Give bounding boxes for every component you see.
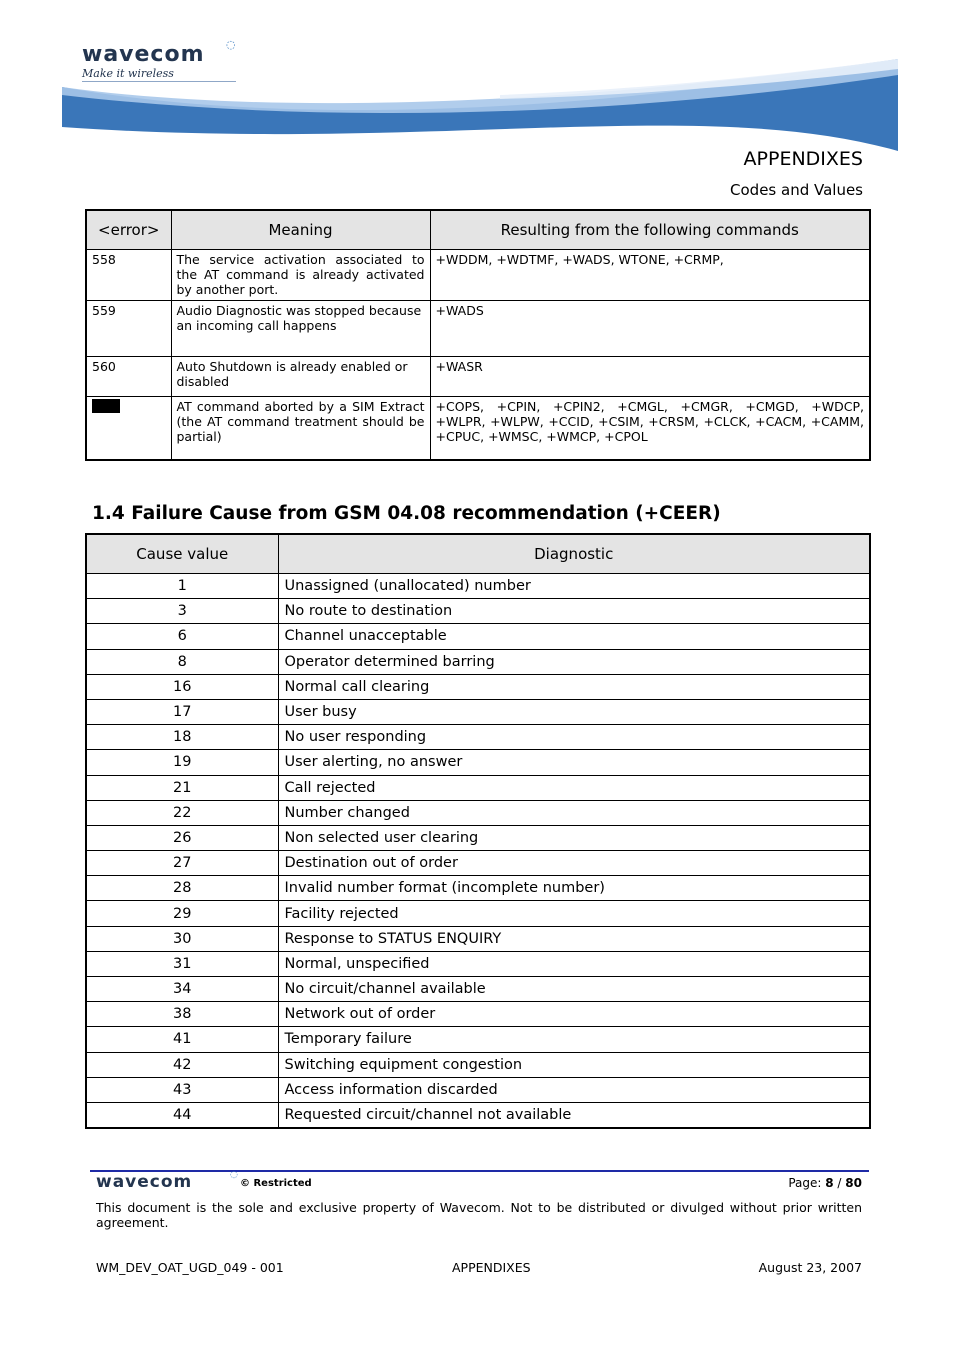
cause-value: 19 xyxy=(86,750,278,775)
cause-diagnostic: No route to destination xyxy=(278,599,870,624)
cause-value: 44 xyxy=(86,1102,278,1128)
footer-rule xyxy=(90,1170,869,1172)
cause-diagnostic: Requested circuit/channel not available xyxy=(278,1102,870,1128)
page-current: 8 xyxy=(825,1176,834,1190)
page-separator: / xyxy=(837,1176,842,1190)
footer-restricted: © Restricted xyxy=(240,1178,312,1189)
cause-value: 6 xyxy=(86,624,278,649)
cause-diagnostic: Operator determined barring xyxy=(278,649,870,674)
cause-value: 28 xyxy=(86,876,278,901)
error-commands: +WASR xyxy=(430,357,870,397)
error-commands: +COPS, +CPIN, +CPIN2, +CMGL, +CMGR, +CMGD, +WDCP, +WLPR, +WLPW, +CCID, +CSIM, +CRSM, +CLCK, +CACM, +CAMM, +CPUC, +WMSC, +WMCP, +CPOL xyxy=(430,397,870,460)
cause-value: 31 xyxy=(86,951,278,976)
table-row xyxy=(86,951,870,976)
error-commands: +WDDM, +WDTMF, +WADS, WTONE, +CRMP, xyxy=(430,250,870,301)
table-row xyxy=(86,674,870,699)
column-header-diagnostic: Diagnostic xyxy=(278,534,870,574)
ceer-cause-table xyxy=(85,533,871,1129)
table-row xyxy=(86,1077,870,1102)
cause-diagnostic: Switching equipment congestion xyxy=(278,1052,870,1077)
footer-date: August 23, 2007 xyxy=(758,1260,862,1275)
error-codes-table xyxy=(85,209,871,461)
cause-value: 29 xyxy=(86,901,278,926)
cause-diagnostic: Number changed xyxy=(278,800,870,825)
table-row xyxy=(86,1027,870,1052)
cause-value: 1 xyxy=(86,574,278,599)
error-meaning: AT command aborted by a SIM Extract (the AT command treatment should be partial) xyxy=(171,397,430,460)
table-row xyxy=(86,977,870,1002)
column-header-meaning: Meaning xyxy=(171,210,430,250)
table-row xyxy=(86,599,870,624)
table-row xyxy=(86,876,870,901)
ceer-table-body xyxy=(86,574,870,1129)
footer-logo-swirl-icon: ◌ xyxy=(230,1170,238,1180)
table-header-row xyxy=(86,210,870,250)
cause-diagnostic: Non selected user clearing xyxy=(278,825,870,850)
page-total: 80 xyxy=(845,1176,862,1190)
table-row xyxy=(86,775,870,800)
footer-section: APPENDIXES xyxy=(452,1260,531,1275)
table-row xyxy=(86,1102,870,1128)
footer-page-number xyxy=(788,1176,862,1190)
error-code: 560 xyxy=(86,357,171,397)
header-subtitle: Codes and Values xyxy=(730,181,863,199)
cause-value: 22 xyxy=(86,800,278,825)
table-row xyxy=(86,250,870,301)
cause-diagnostic: User busy xyxy=(278,699,870,724)
cause-diagnostic: Network out of order xyxy=(278,1002,870,1027)
cause-value: 17 xyxy=(86,699,278,724)
table-row xyxy=(86,825,870,850)
cause-diagnostic: Normal call clearing xyxy=(278,674,870,699)
cause-diagnostic: Response to STATUS ENQUIRY xyxy=(278,926,870,951)
cause-value: 21 xyxy=(86,775,278,800)
table-row xyxy=(86,800,870,825)
cause-value: 38 xyxy=(86,1002,278,1027)
error-meaning: The service activation associated to the AT command is already activated by another port. xyxy=(171,250,430,301)
error-commands: +WADS xyxy=(430,301,870,357)
table-row xyxy=(86,851,870,876)
cause-diagnostic: No circuit/channel available xyxy=(278,977,870,1002)
footer-logo: wavecom xyxy=(96,1172,193,1192)
section-heading: 1.4 Failure Cause from GSM 04.08 recommendation (+CEER) xyxy=(92,503,721,524)
error-code-redacted xyxy=(86,397,171,460)
logo-wordmark: wavecom xyxy=(82,42,205,67)
cause-value: 3 xyxy=(86,599,278,624)
table-row xyxy=(86,301,870,357)
column-header-commands: Resulting from the following commands xyxy=(430,210,870,250)
cause-diagnostic: Destination out of order xyxy=(278,851,870,876)
table-row xyxy=(86,574,870,599)
cause-diagnostic: Invalid number format (incomplete number) xyxy=(278,876,870,901)
table-row xyxy=(86,357,870,397)
cause-value: 26 xyxy=(86,825,278,850)
table-row xyxy=(86,1052,870,1077)
page-label: Page: xyxy=(788,1176,822,1190)
cause-diagnostic: Channel unacceptable xyxy=(278,624,870,649)
cause-value: 41 xyxy=(86,1027,278,1052)
error-meaning: Audio Diagnostic was stopped because an incoming call happens xyxy=(171,301,430,357)
cause-diagnostic: Temporary failure xyxy=(278,1027,870,1052)
header-wave-graphic xyxy=(0,55,954,155)
table-row xyxy=(86,1002,870,1027)
cause-diagnostic: Call rejected xyxy=(278,775,870,800)
error-code: 559 xyxy=(86,301,171,357)
cause-diagnostic: Access information discarded xyxy=(278,1077,870,1102)
error-meaning: Auto Shutdown is already enabled or disabled xyxy=(171,357,430,397)
cause-value: 43 xyxy=(86,1077,278,1102)
table-row xyxy=(86,397,870,460)
cause-value: 18 xyxy=(86,725,278,750)
column-header-error: <error> xyxy=(86,210,171,250)
table-header-row xyxy=(86,534,870,574)
redaction-block xyxy=(92,399,120,413)
cause-diagnostic: Facility rejected xyxy=(278,901,870,926)
cause-value: 16 xyxy=(86,674,278,699)
table-row xyxy=(86,649,870,674)
table-row xyxy=(86,725,870,750)
column-header-cause-value: Cause value xyxy=(86,534,278,574)
cause-value: 8 xyxy=(86,649,278,674)
logo-tagline: Make it wireless xyxy=(82,67,174,80)
header-title: APPENDIXES xyxy=(743,148,863,170)
table-row xyxy=(86,926,870,951)
cause-diagnostic: No user responding xyxy=(278,725,870,750)
cause-diagnostic: Unassigned (unallocated) number xyxy=(278,574,870,599)
cause-diagnostic: User alerting, no answer xyxy=(278,750,870,775)
footer-notice: This document is the sole and exclusive property of Wavecom. Not to be distributed or divulged without prior written agreement. xyxy=(96,1200,862,1230)
cause-value: 42 xyxy=(86,1052,278,1077)
cause-value: 30 xyxy=(86,926,278,951)
cause-value: 27 xyxy=(86,851,278,876)
cause-diagnostic: Normal, unspecified xyxy=(278,951,870,976)
footer-document-id: WM_DEV_OAT_UGD_049 - 001 xyxy=(96,1260,284,1275)
table-row xyxy=(86,901,870,926)
table-row xyxy=(86,624,870,649)
error-code: 558 xyxy=(86,250,171,301)
table-row xyxy=(86,699,870,724)
table-row xyxy=(86,750,870,775)
cause-value: 34 xyxy=(86,977,278,1002)
logo-swirl-icon: ◌ xyxy=(226,38,236,51)
